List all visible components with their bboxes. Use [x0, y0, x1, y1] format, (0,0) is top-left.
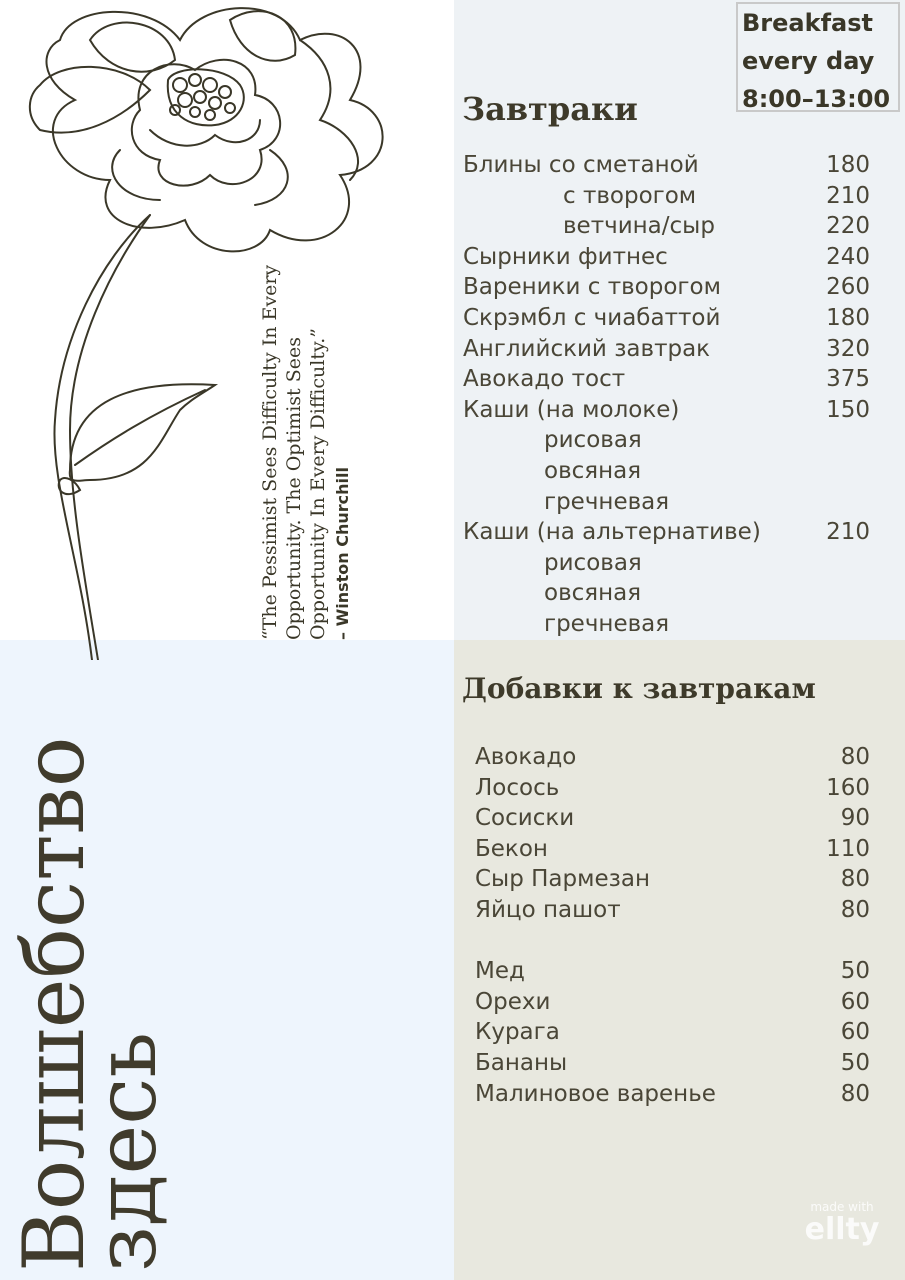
item-name: Вареники с творогом	[463, 274, 721, 301]
slogan-line-2: здесь	[77, 1031, 175, 1272]
item-name: Авокадо тост	[463, 366, 626, 393]
hours-line-1: Breakfast	[742, 9, 873, 37]
flower-line-art	[0, 0, 454, 660]
item-name: Каши (на молоке)	[463, 396, 680, 423]
item-name: Сырники фитнес	[463, 243, 668, 270]
item-name: Сосиски	[475, 805, 575, 832]
menu-item	[463, 242, 870, 273]
list-spacer	[475, 926, 870, 957]
menu-item	[475, 742, 870, 773]
item-price: 90	[840, 805, 870, 832]
watermark-caption: made with	[810, 1200, 874, 1214]
slogan-vertical	[5, 736, 175, 1272]
menu-item	[475, 864, 870, 895]
menu-item	[463, 548, 870, 579]
item-name: рисовая	[544, 549, 642, 576]
item-price: 110	[826, 835, 870, 862]
slogan-line-1: Волшебство	[5, 736, 103, 1272]
item-price: 160	[826, 774, 870, 801]
item-price: 60	[840, 988, 870, 1015]
item-name: Каши (на альтернативе)	[463, 519, 761, 546]
menu-item	[463, 425, 870, 456]
breakfast-hours-box	[736, 2, 900, 112]
item-name: с творогом	[563, 182, 697, 209]
quote-text: “The Pessimist Sees Difficulty In Every Opportunity. The Optimist Sees Opportunity In Every Difficulty.”	[259, 264, 329, 640]
menu-item	[463, 487, 870, 518]
addons-menu-list	[475, 742, 870, 1109]
menu-item	[463, 517, 870, 548]
item-name: Скрэмбл с чиабаттой	[463, 304, 721, 331]
item-price: 210	[826, 519, 870, 546]
item-name: рисовая	[544, 427, 642, 454]
item-price: 260	[826, 274, 870, 301]
item-price: 210	[826, 182, 870, 209]
menu-item	[475, 956, 870, 987]
item-name: Малиновое варенье	[475, 1080, 716, 1107]
item-name: Английский завтрак	[463, 335, 711, 362]
churchill-quote	[258, 260, 355, 640]
addons-title: Добавки к завтракам	[462, 672, 816, 705]
item-price: 80	[840, 896, 870, 923]
item-price: 220	[826, 213, 870, 240]
item-name: овсяная	[544, 580, 642, 607]
menu-item	[475, 1017, 870, 1048]
item-price: 180	[826, 304, 870, 331]
item-price: 80	[840, 1080, 870, 1107]
item-name: Яйцо пашот	[475, 896, 621, 923]
item-name: овсяная	[544, 457, 642, 484]
item-price: 60	[840, 1019, 870, 1046]
menu-item	[463, 211, 870, 242]
breakfast-menu-list	[463, 150, 870, 640]
item-name: Бекон	[475, 835, 548, 862]
menu-item	[463, 272, 870, 303]
menu-item	[463, 364, 870, 395]
item-name: Лосось	[475, 774, 560, 801]
menu-item	[463, 578, 870, 609]
item-price: 50	[840, 958, 870, 985]
item-name: гречневая	[544, 610, 670, 637]
item-price: 80	[840, 744, 870, 770]
menu-item	[463, 456, 870, 487]
item-name: Бананы	[475, 1049, 568, 1076]
menu-item	[463, 334, 870, 365]
menu-item	[475, 803, 870, 834]
item-name: Сыр Пармезан	[475, 866, 650, 893]
made-with-ellty-watermark	[797, 1200, 887, 1246]
item-price: 50	[840, 1049, 870, 1076]
item-name: гречневая	[544, 488, 670, 515]
menu-item	[475, 1079, 870, 1110]
hours-line-2: every day	[742, 47, 875, 75]
item-name: Мед	[475, 958, 525, 985]
item-price: 180	[826, 152, 870, 178]
item-name: Орехи	[475, 988, 551, 1015]
hours-line-3: 8:00–13:00	[742, 85, 891, 113]
menu-item	[475, 987, 870, 1018]
ellty-logo: ellty	[804, 1212, 880, 1247]
menu-item	[463, 303, 870, 334]
item-name: Авокадо	[475, 744, 577, 770]
item-name: Курага	[475, 1019, 560, 1046]
quote-author: – Winston Churchill	[333, 467, 352, 640]
menu-item	[475, 895, 870, 926]
item-price: 240	[826, 243, 870, 270]
item-price: 150	[826, 396, 870, 423]
menu-item	[475, 834, 870, 865]
menu-item	[463, 150, 870, 181]
item-price: 375	[826, 366, 870, 393]
menu-item	[463, 181, 870, 212]
item-name: Блины со сметаной	[463, 152, 699, 178]
menu-item	[475, 1048, 870, 1079]
breakfast-title: Завтраки	[462, 90, 638, 128]
menu-item	[475, 773, 870, 804]
menu-item	[463, 609, 870, 640]
item-name: ветчина/сыр	[563, 213, 715, 240]
item-price: 80	[840, 866, 870, 893]
item-price: 320	[826, 335, 870, 362]
menu-item	[463, 395, 870, 426]
